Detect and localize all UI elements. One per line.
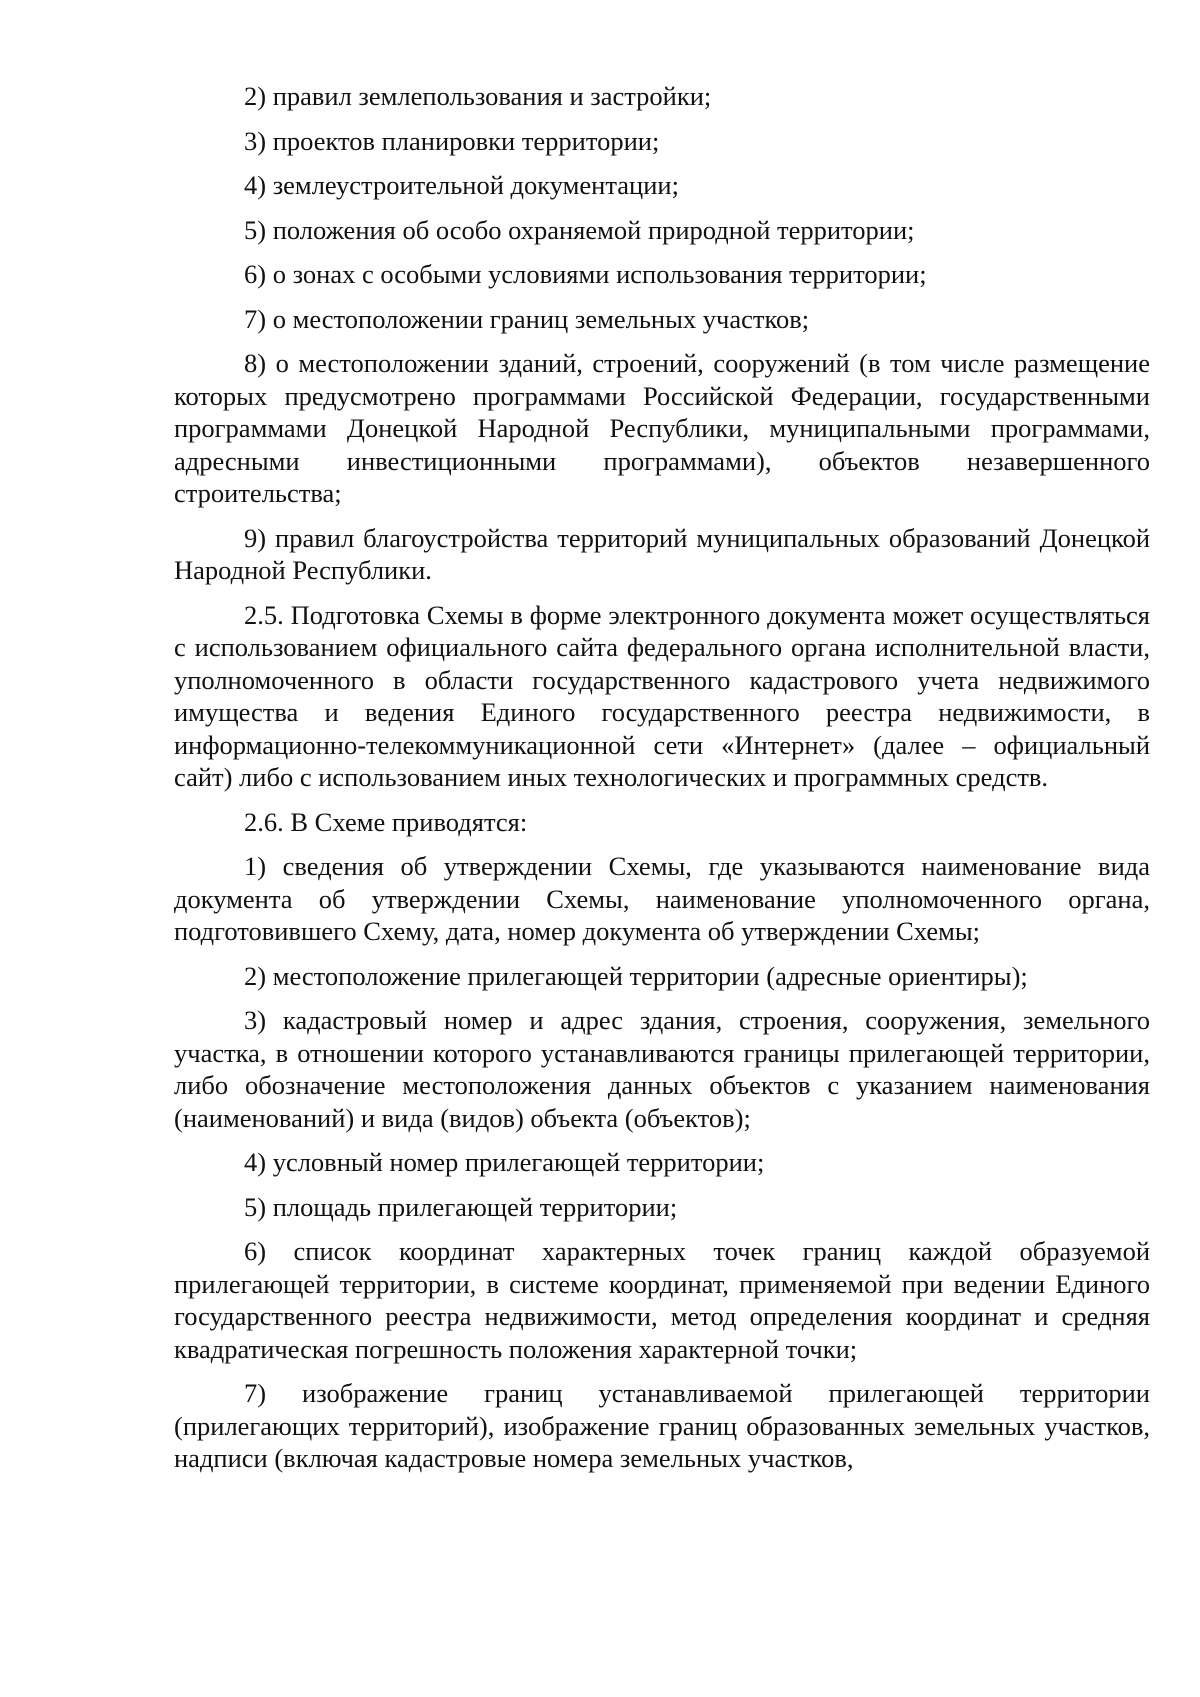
list-item-cadastral-number: 3) кадастровый номер и адрес здания, строения, сооружения, земельного участка, в отношении которого устанавливаются границы прилегающей территории, либо обозначение местоположения данных объектов с указанием наименования (наименований) и вида (видов) объекта (объектов); [174, 1005, 1150, 1133]
list-item-territory-location: 2) местоположение прилегающей территории (адресные ориентиры); [244, 960, 1028, 991]
list-item-territory-area: 5) площадь прилегающей территории; [244, 1191, 678, 1222]
list-item-coordinates-list: 6) список координат характерных точек границ каждой образуемой прилегающей территории, в системе координат, применяемой при ведении Единого государственного реестра недвижимости, метод определения координат и средняя квадратическая погрешность положения характерной точки; [174, 1236, 1150, 1364]
list-item-planning-projects: 3) проектов планировки территории; [244, 125, 660, 156]
list-item-conditional-number: 4) условный номер прилегающей территории; [244, 1147, 765, 1177]
list-item-protected-territory: 5) положения об особо охраняемой природной территории; [244, 214, 915, 245]
section-2-5-paragraph: 2.5. Подготовка Схемы в форме электронного документа может осуществляться с использованием официального сайта федерального органа исполнительной власти, уполномоченного в области государственного кадастрового учета недвижимого имущества и ведения Единого государственного реестра недвижимости, в информационно-телекоммуникационной сети «Интернет» (далее – официальный сайт) либо с использованием иных технологических и программных средств. [174, 599, 1150, 792]
list-item-land-management-docs: 4) землеустроительной документации; [244, 170, 679, 200]
list-item-boundary-image: 7) изображение границ устанавливаемой прилегающей территории (прилегающих территорий), изображение границ образованных земельных участков, надписи (включая кадастровые номера земельных участков, [174, 1378, 1150, 1473]
list-item-plot-boundaries: 7) о местоположении границ земельных участков; [244, 303, 810, 334]
list-item-approval-info: 1) сведения об утверждении Схемы, где указываются наименование вида документа об утверждении Схемы, наименование уполномоченного органа, подготовившего Схему, дата, номер документа об утверждении Схемы; [174, 851, 1150, 946]
list-item-land-use-rules: 2) правил землепользования и застройки; [244, 81, 712, 111]
list-item-special-zones: 6) о зонах с особыми условиями использования территории; [244, 259, 927, 289]
list-item-buildings-location: 8) о местоположении зданий, строений, сооружений (в том числе размещение которых предусмотрено программами Российской Федерации, государственными программами Донецкой Народной Республики, муниципальными программами, адресными инвестиционными программами), объектов незавершенного строительства; [174, 348, 1150, 508]
list-item-improvement-rules: 9) правил благоустройства территорий муниципальных образований Донецкой Народной Республики. [174, 522, 1150, 585]
section-2-6-heading: 2.6. В Схеме приводятся: [244, 806, 528, 837]
document-page [174, 80, 1150, 1487]
